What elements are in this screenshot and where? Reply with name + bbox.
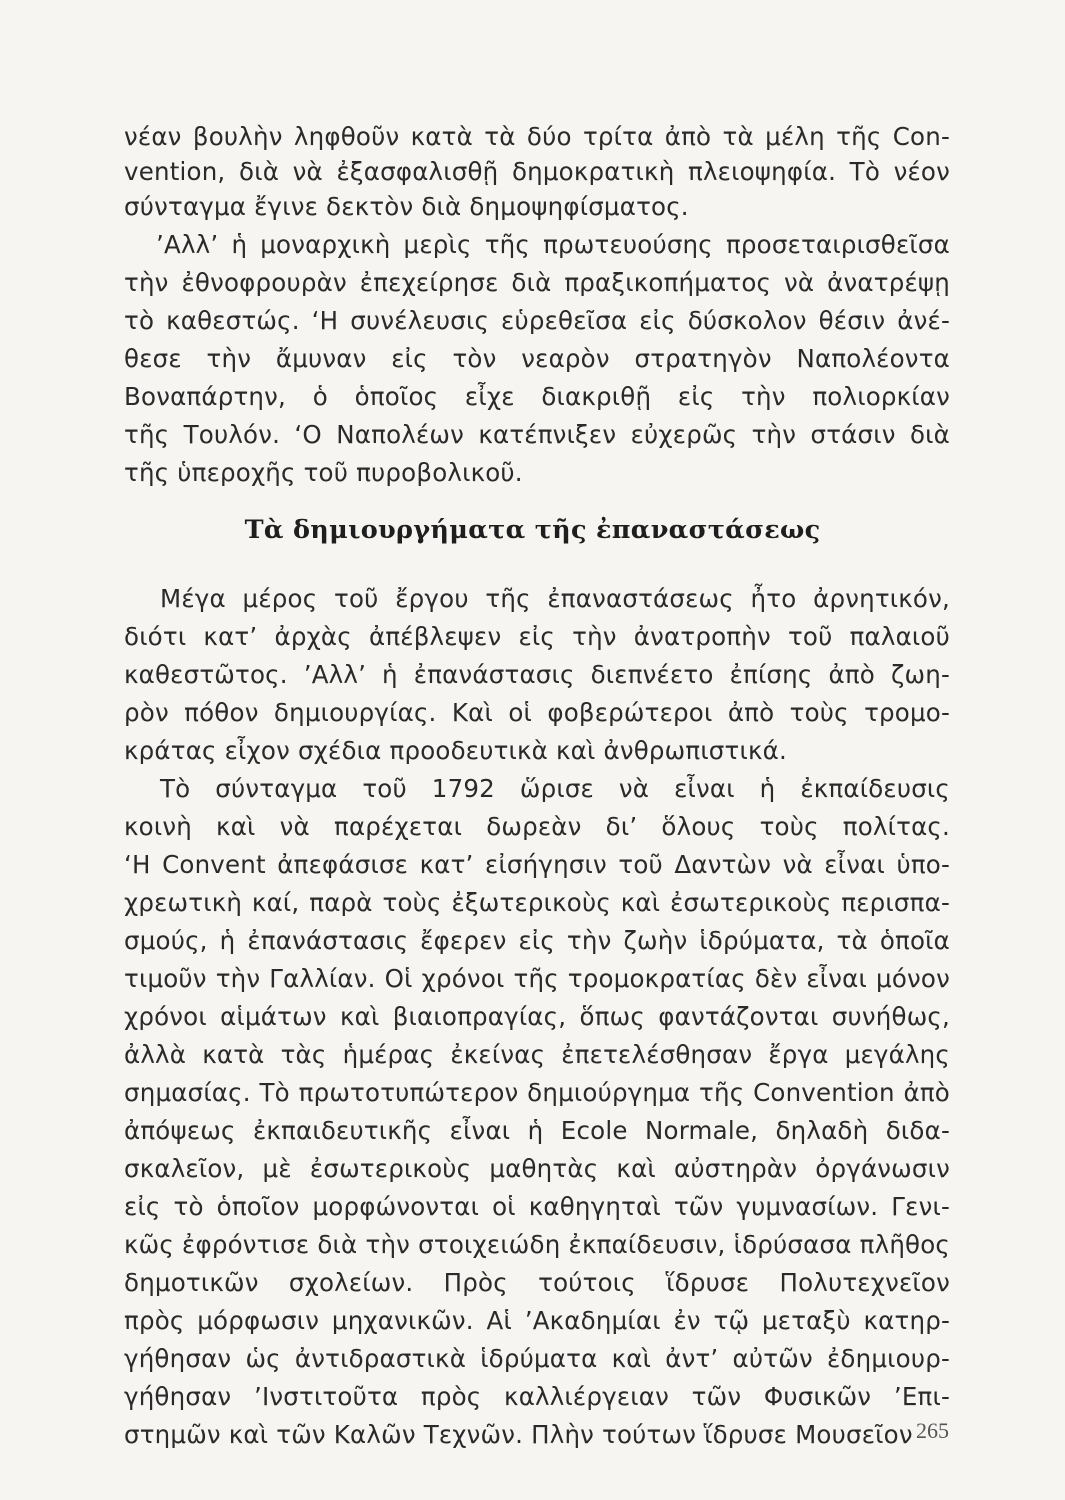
text-line: κοινὴ καὶ νὰ παρέχεται δωρεὰν δι’ ὅλους τοὺς πολίτας. [124,812,950,841]
text-line: κράτας εἶχον σχέδια προοδευτικὰ καὶ ἀνθρωπιστικά. [124,736,787,765]
text-line: γήθησαν ὡς ἀντιδραστικὰ ἱδρύματα καὶ ἀντ’ αὐτῶν ἐδημιουρ- [124,1344,950,1373]
text-line: vention, διὰ νὰ ἐξασφαλισθῇ δημοκρατικὴ πλειοψηφία. Τὸ νέον [124,157,950,186]
text-line: σκαλεῖον, μὲ ἐσωτερικοὺς μαθητὰς καὶ αὐστηρὰν ὀργάνωσιν [124,1154,950,1183]
text-line: τὸ καθεστώς. ‘Η συνέλευσις εὑρεθεῖσα εἰς δύσκολον θέσιν ἀνέ- [124,306,950,335]
text-line: χρεωτικὴ καί, παρὰ τοὺς ἐξωτερικοὺς καὶ ἐσωτερικοὺς περισπα- [124,888,950,917]
text-line: χρόνοι αἱμάτων καὶ βιαιοπραγίας, ὅπως φαντάζονται συνήθως, [124,1002,950,1031]
text-line: εἰς τὸ ὁποῖον μορφώνονται οἱ καθηγηταὶ τῶν γυμνασίων. Γενι- [124,1192,950,1221]
text-line: κῶς ἐφρόντισε διὰ τὴν στοιχειώδη ἐκπαίδευσιν, ἱδρύσασα πλῆθος [124,1230,950,1259]
text-line: γήθησαν ’Ινστιτοῦτα πρὸς καλλιέργειαν τῶν Φυσικῶν ’Επι- [124,1382,950,1411]
text-line: ἀλλὰ κατὰ τὰς ἡμέρας ἐκείνας ἐπετελέσθησαν ἔργα μεγάλης [124,1040,950,1069]
text-line: Μέγα μέρος τοῦ ἔργου τῆς ἐπαναστάσεως ἦτο ἀρνητικόν, [160,584,950,613]
text-line: σμούς, ἡ ἐπανάστασις ἔφερεν εἰς τὴν ζωὴν ἱδρύματα, τὰ ὁποῖα [124,926,950,955]
section-heading: Τὰ δημιουργήματα τῆς ἐπαναστάσεως [244,515,821,545]
text-line: διότι κατ’ ἀρχὰς ἀπέβλεψεν εἰς τὴν ἀνατροπὴν τοῦ παλαιοῦ [124,622,950,651]
text-line: ‘Η Convent ἀπεφάσισε κατ’ εἰσήγησιν τοῦ Δαντὼν νὰ εἶναι ὑπο- [124,850,950,879]
text-line: τὴν ἐθνοφρουρὰν ἐπεχείρησε διὰ πραξικοπήματος νὰ ἀνατρέψῃ [124,268,950,297]
text-line: ’Αλλ’ ἡ μοναρχικὴ μερὶς τῆς πρωτευούσης προσεταιρισθεῖσα [156,230,950,259]
text-line: τιμοῦν τὴν Γαλλίαν. Οἱ χρόνοι τῆς τρομοκρατίας δὲν εἶναι μόνον [124,964,950,993]
text-line: τῆς ὑπεροχῆς τοῦ πυροβολικοῦ. [124,458,523,487]
text-line: ἀπόψεως ἐκπαιδευτικῆς εἶναι ἡ Ecole Normale, δηλαδὴ διδα- [124,1116,950,1145]
text-line: πρὸς μόρφωσιν μηχανικῶν. Αἱ ’Ακαδημίαι ἐν τῷ μεταξὺ κατηρ- [124,1306,950,1335]
text-line: θεσε τὴν ἄμυναν εἰς τὸν νεαρὸν στρατηγὸν Ναπολέοντα [124,344,950,373]
text-line: νέαν βουλὴν ληφθοῦν κατὰ τὰ δύο τρίτα ἀπὸ τὰ μέλη τῆς Con- [124,122,950,151]
text-line: σύνταγμα ἔγινε δεκτὸν διὰ δημοψηφίσματος. [124,192,689,221]
text-line: Βοναπάρτην, ὁ ὁποῖος εἶχε διακριθῇ εἰς τὴν πολιορκίαν [124,382,950,411]
page-number: 265 [916,1418,949,1443]
text-line: τῆς Τουλόν. ‘Ο Ναπολέων κατέπνιξεν εὐχερῶς τὴν στάσιν διὰ [124,420,950,449]
text-line: στημῶν καὶ τῶν Καλῶν Τεχνῶν. Πλὴν τούτων ἵδρυσε Μουσεῖον [124,1420,913,1449]
text-line: καθεστῶτος. ’Αλλ’ ἡ ἐπανάστασις διεπνέετο ἐπίσης ἀπὸ ζωη- [124,660,950,689]
text-line: δημοτικῶν σχολείων. Πρὸς τούτοις ἵδρυσε Πολυτεχνεῖον [124,1268,950,1297]
text-line: σημασίας. Τὸ πρωτοτυπώτερον δημιούργημα τῆς Convention ἀπὸ [124,1078,950,1107]
text-line: ρὸν πόθον δημιουργίας. Καὶ οἱ φοβερώτεροι ἀπὸ τοὺς τρομο- [124,698,950,727]
text-line: Τὸ σύνταγμα τοῦ 1792 ὥρισε νὰ εἶναι ἡ ἐκπαίδευσις [160,774,950,803]
